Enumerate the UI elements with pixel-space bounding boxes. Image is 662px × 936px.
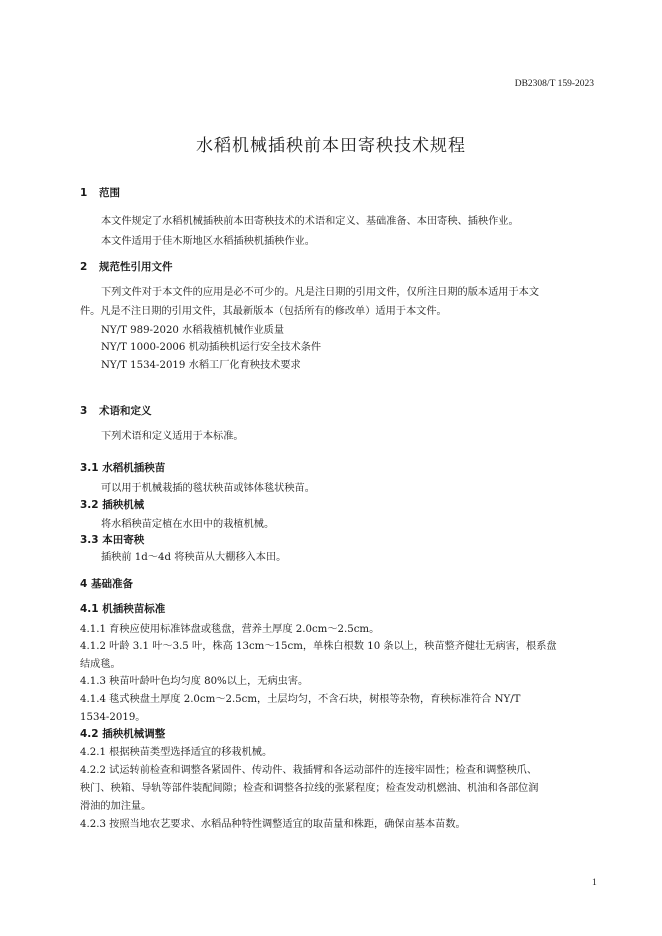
section-title: 范围 [99, 187, 120, 199]
term-definition: 插秧前 1d～4d 将秧苗从大棚移入本田。 [101, 552, 287, 563]
paragraph-line: 件。凡是不注日期的引用文件，其最新版本（包括所有的修改单）适用于本文件。 [80, 306, 447, 317]
clause-line: 秧门、秧箱、导轨等部件装配间隙；检查和调整各拉线的张紧程度；检查发动机燃油、机油和各部位润 [80, 783, 539, 794]
term-heading: 3.3 本田寄秧 [80, 534, 145, 546]
paragraph: 本文件规定了水稻机械插秧前本田寄秧技术的术语和定义、基础准备、本田寄秧、插秧作业。 [101, 216, 519, 227]
paragraph: 本文件适用于佳木斯地区水稻插秧机插秧作业。 [101, 236, 315, 247]
clause: 4.1.1 育秧应使用标准钵盘或毯盘，营养土厚度 2.0cm～2.5cm。 [80, 624, 380, 635]
clause: 4.1.3 秧苗叶龄叶色均匀度 80%以上，无病虫害。 [80, 676, 309, 687]
section-1-heading [80, 185, 120, 200]
clause-line: 4.1.2 叶龄 3.1 叶～3.5 叶，株高 13cm～15cm，单株白根数 10 条以上，秧苗整齐健壮无病害，根系盘 [80, 641, 557, 652]
reference-item: NY/T 1534-2019 水稻工厂化育秧技术要求 [101, 360, 301, 371]
reference-item: NY/T 1000-2006 机动插秧机运行安全技术条件 [101, 342, 322, 353]
term-heading: 3.1 水稻机插秧苗 [80, 462, 166, 474]
paragraph: 下列术语和定义适用于本标准。 [101, 431, 244, 442]
clause-line: 结成毯。 [80, 659, 121, 670]
document-code: DB2308/T 159-2023 [514, 79, 594, 89]
term-heading: 3.2 插秧机械 [80, 499, 145, 511]
section-3-heading [80, 403, 152, 418]
section-number: 1 [80, 187, 88, 199]
section-4-heading: 4 基础准备 [80, 578, 133, 590]
section-2-heading [80, 259, 173, 274]
clause-line: 4.1.4 毯式秧盘土厚度 2.0cm～2.5cm，土层均匀，不含石块，树根等杂物，育秧标准符合 NY/T [80, 694, 521, 705]
section-title: 术语和定义 [99, 405, 152, 417]
section-number: 2 [80, 261, 88, 273]
term-definition: 可以用于机械栽插的毯状秧苗或钵体毯状秧苗。 [101, 483, 315, 494]
clause: 4.2.3 按照当地农艺要求、水稻品种特性调整适宜的取苗量和株距，确保亩基本苗数。 [80, 819, 466, 830]
subsection-heading: 4.2 插秧机械调整 [80, 728, 166, 740]
term-definition: 将水稻秧苗定植在水田中的栽植机械。 [101, 519, 275, 530]
reference-item: NY/T 989-2020 水稻栽植机械作业质量 [101, 325, 285, 336]
clause: 4.2.1 根据秧苗类型选择适宜的移栽机械。 [80, 747, 273, 758]
clause-line: 4.2.2 试运转前检查和调整各紧固件、传动件、栽插臂和各运动部件的连接牢固性；检查和调整秧爪、 [80, 765, 538, 776]
section-number: 3 [80, 405, 88, 417]
paragraph-line: 下列文件对于本文件的应用是必不可少的。凡是注日期的引用文件，仅所注日期的版本适用于本文 [101, 287, 540, 298]
section-title: 规范性引用文件 [99, 261, 173, 273]
clause-line: 1534-2019。 [80, 712, 146, 723]
page-number: 1 [592, 878, 597, 888]
clause-line: 滑油的加注量。 [80, 801, 152, 812]
document-title: 水稻机械插秧前本田寄秧技术规程 [196, 136, 466, 156]
subsection-heading: 4.1 机插秧苗标准 [80, 603, 166, 615]
